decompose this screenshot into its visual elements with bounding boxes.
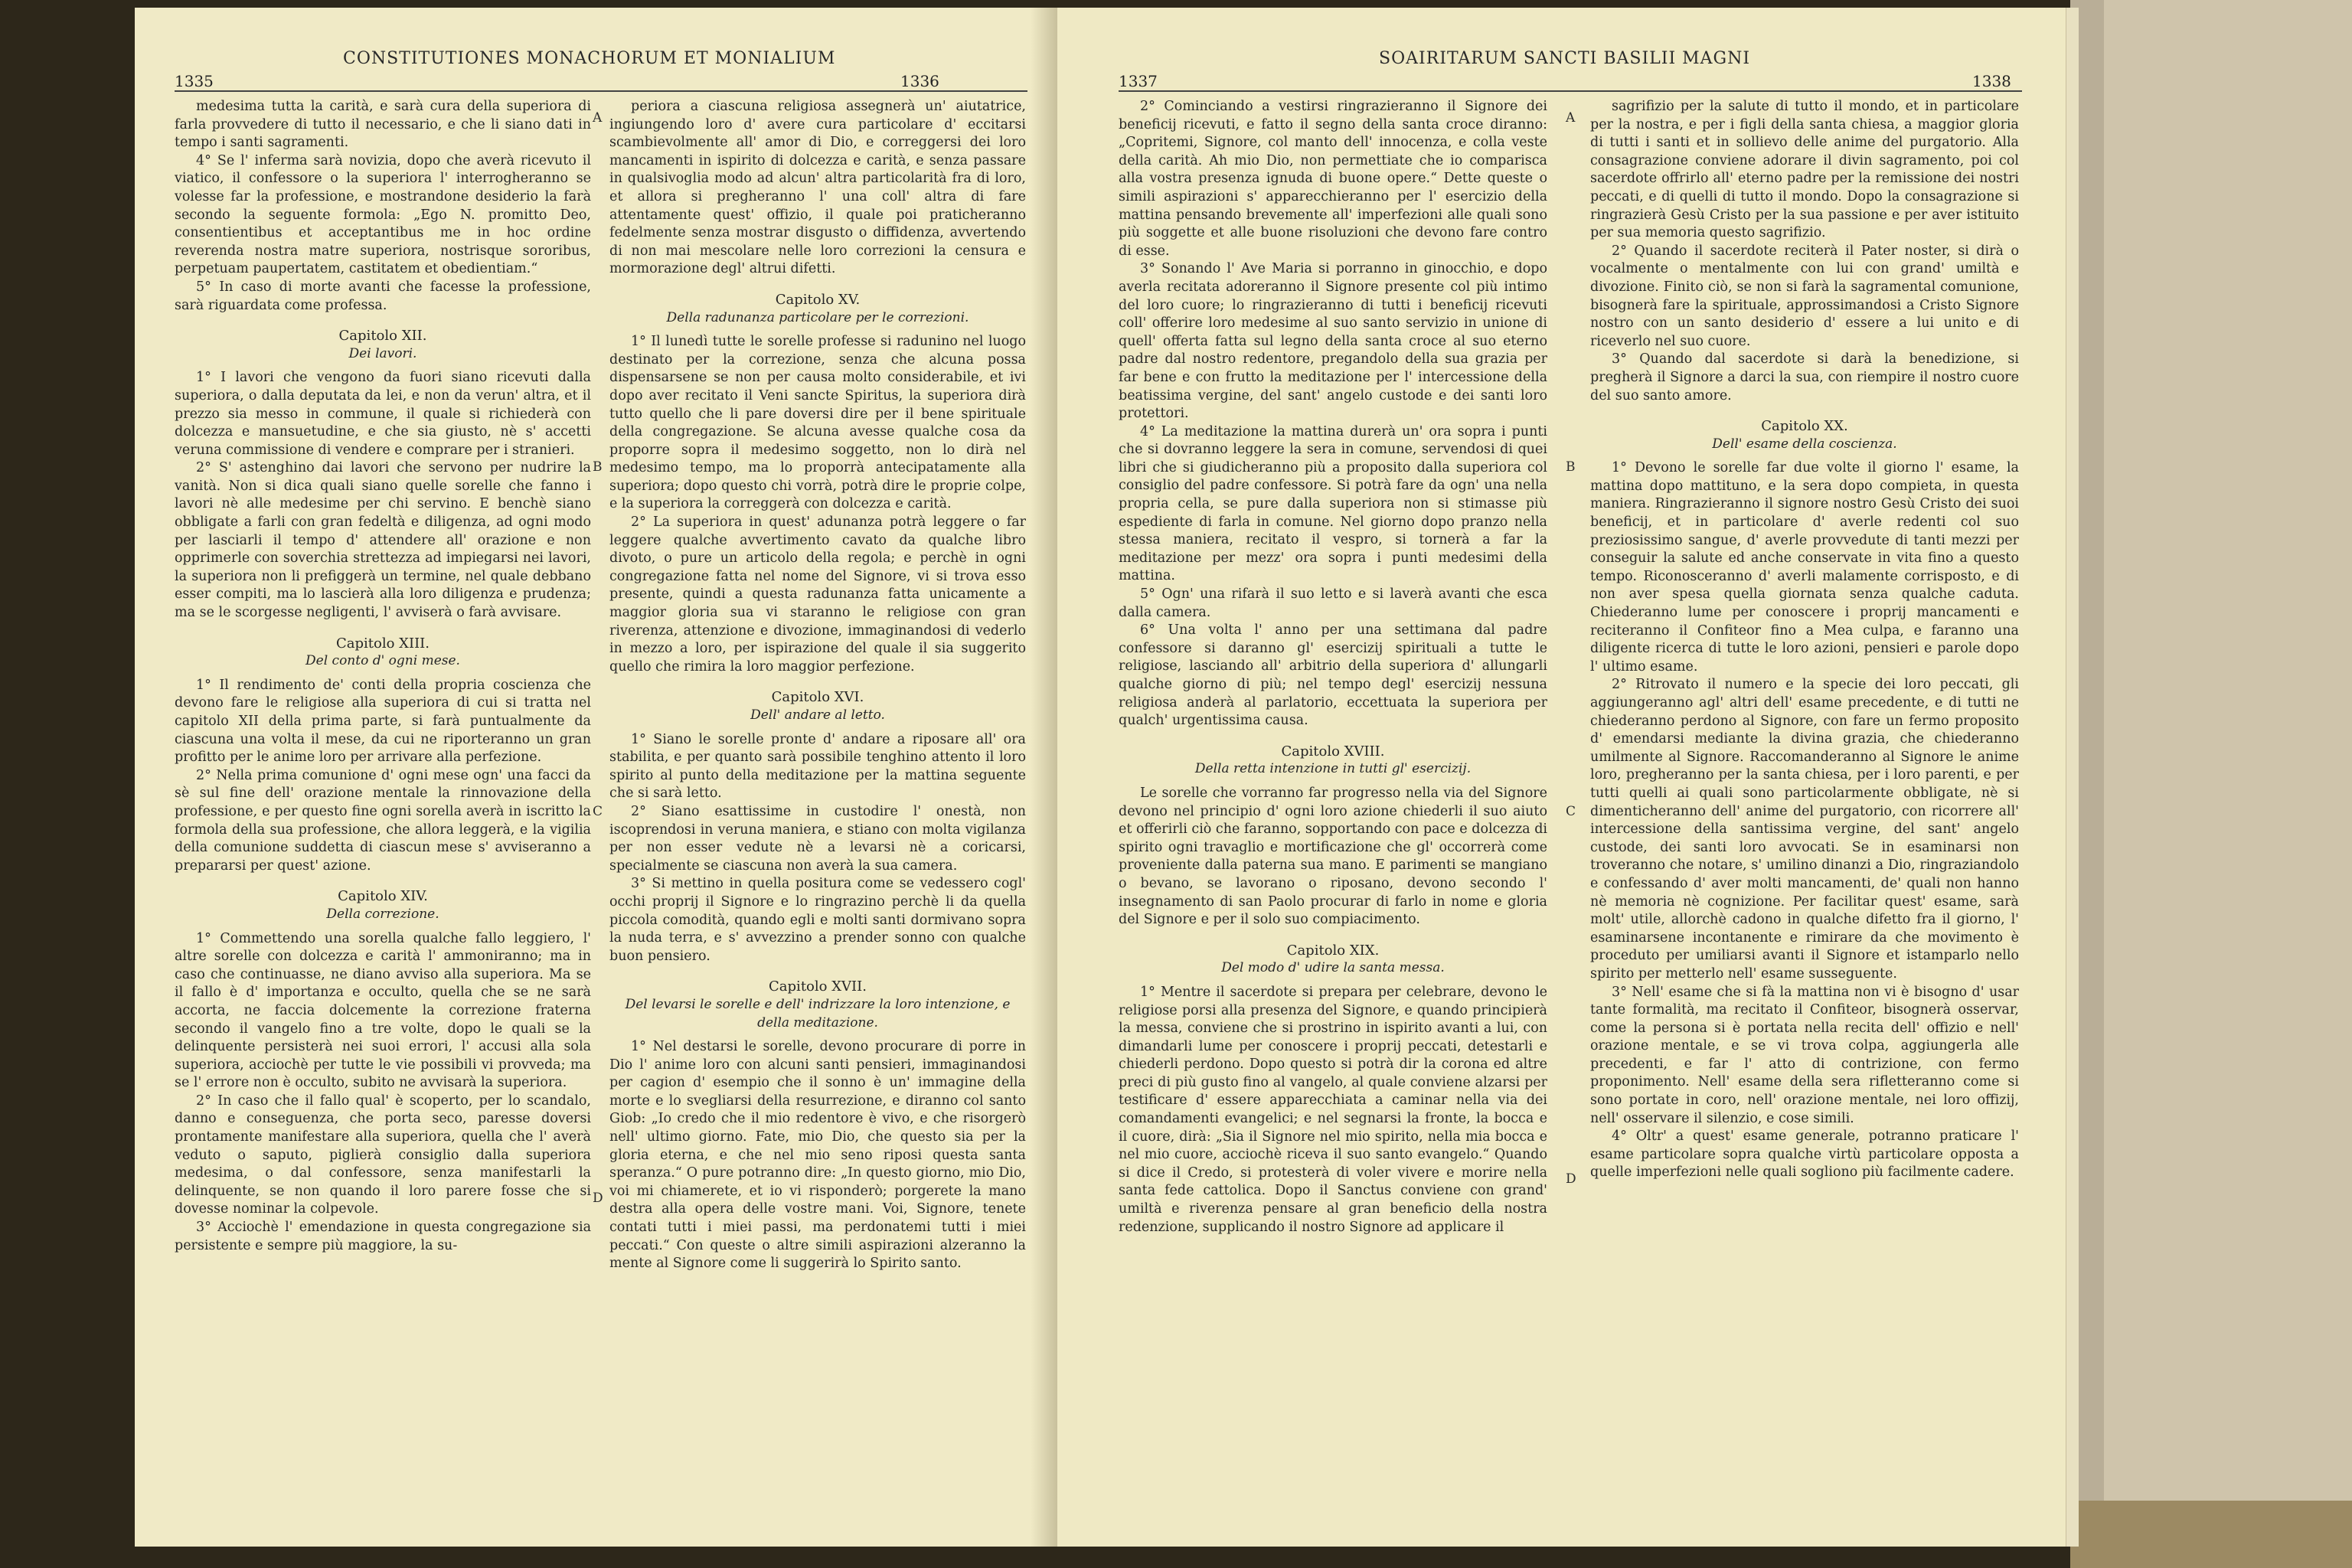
paragraph: 1° I lavori che vengono da fuori siano ricevuti dalla superiora, o dalla deputata da lei, e non da verun' altra, et il prezzo sia messo in commune, il quale si richiederà con dolcezza e mansuetudine, e che sia giusto, nè s' accetti veruna commissione di vendere e comprare per i stranieri. [175,370,591,458]
margin-marker: A [1566,110,1576,126]
paragraph: 2° Quando il sacerdote reciterà il Pater noster, si dirà o vocalmente o mentalmente con lui con grand' umiltà e divozione. Finito ciò, se non si farà la sagramental comunione, bisognerà fare la spirituale, approssimandosi a Cristo Signore nostro con un santo desiderio d' essere a lui unito e di riceverlo nel suo cuore. [1590,243,2019,349]
column-2 [609,98,1026,1273]
paragraph: medesima tutta la carità, e sarà cura della superiora di farla provvedere di tutto il necessario, e che li siano dati in tempo i santi sagramenti. [175,99,591,151]
paragraph: 1° Nel destarsi le sorelle, devono procurare di porre in Dio l' anime loro con alcuni santi pensieri, immaginandosi per cagion d' esempio che il sonno è un' immagine della morte e lo svegliarsi della resurrezione, e diranno col santo Giob: „Io credo che il mio redentore è vivo, e che risorgerò nell' ultimo giorno. Fate, mio Dio, che questo sia per la gloria eterna, e che nel mio seno riposi questa santa speranza.“ O pure potranno dire: „In questo giorno, mio Dio, voi mi chiamerete, et io vi risponderò; porgerete la mano destra alla opera delle vostre mani. Voi, Signore, tenete contati tutti i miei passi, ma perdonatemi tutti i miei peccati.“ Con queste o altre simili aspirazioni alzeranno la mente al Signore come li suggerirà lo Spirito santo. [609,1039,1026,1272]
paragraph: 6° Una volta l' anno per una settimana dal padre confessore si daranno gl' esercizij spirituali a tutte le religiose, lasciando all' arbitrio della superiora d' allungarli qualche giorno di più; nel tempo degl' esercizij nessuna religiosa anderà al parlatorio, eccettuata la superiora per qualch' urgentissima causa. [1119,622,1547,729]
paragraph: 3° Sonando l' Ave Maria si porranno in ginocchio, e dopo averla recitata adoreranno il Signore presente col più intimo del loro cuore; lo ringrazieranno di tutti i beneficij ricevuti coll' offerire loro medesime al suo santo servizio in unione di quell' offerta fatta sul legno della santa croce al suo eterno padre dal nostro redentore, pregandolo della sua grazia per far bene e con frutto la meditazione per l' intercessione della beatissima vergine, del sant' angelo custode e dei santi loro protettori. [1119,261,1547,422]
paragraph: 4° La meditazione la mattina durerà un' ora sopra i punti che si dovranno leggere la sera in comune, servendosi di quei libri che si giudicheranno più a proposito dalla superiora col consiglio del padre confessore. Si potrà fare da ogn' una nella propria cella, se pure dalla superiora non si stimasse più espediente di farla in comune. Nel giorno dopo pranzo nella stessa maniera, recitato il vespro, si tornerà a far la meditazione per mezz' ora sopra i punti medesimi della mattina. [1119,423,1547,584]
page-number-left: 1337 [1119,72,1158,90]
right-page [1057,8,2068,1547]
paragraph: 3° Nell' esame che si fà la mattina non vi è bisogno d' usar tante formalità, ma recitato il Confiteor, bisognerà osservar, come la persona si è portata nella recita dell' offizio e nell' orazione mentale, e se vi trova colpa, aggiungerla alle precedenti, e far l' atto di contrizione, con fermo proponimento. Nell' esame della sera rifletteranno come si sono portate in coro, nell' orazione mentale, nei loro offizij, nell' osservare il silenzio, e cose simili. [1590,984,2019,1126]
column-4 [1590,98,2019,1182]
paragraph: 1° Il lunedì tutte le sorelle professe si radunino nel luogo destinato per la correzione, senza che alcuna possa dispensarsene se non per causa molto considerabile, et ivi dopo aver recitato il Veni sancte Spiritus, la superiora dirà tutto quello che li pare doversi dire per il bene spirituale della congregazione. Se alcuna avesse qualche cosa da proporre sopra il medesimo soggetto, non lo dirà nel medesimo tempo, ma lo proporrà antecipatamente alla superiora; dopo questo chi vorrà, potrà dire le proprie colpe, e la superiora la correggerà con dolcezza e carità. [609,334,1026,512]
running-header-right: SOAIRITARUM SANCTI BASILII MAGNI [1379,49,1751,68]
chapter-heading: Capitolo XII. [338,328,427,345]
paragraph: 1° Mentre il sacerdote si prepara per celebrare, devono le religiose porsi alla presenza del Signore, e quando principierà la messa, conviene che si prostrino in ispirito avanti a lui, con dimandarli lume per conoscere i proprij peccati, detestarli e chiederli perdono. Dopo questo si potrà dir la corona ed altre preci di più gusto fino al vangelo, al quale conviene alzarsi per testificare d' essere apparecchiata a caminar nella via dei comandamenti evangelici; e nel segnarsi la fronte, la bocca e il cuore, dirà: „Sia il Signore nel mio spirito, nella mia bocca e nel mio cuore, acciochè riceva il suo santo evangelo.“ Quando si dice il Credo, si protesterà di voler vivere e morire nella santa fede cattolica. Dopo il Sanctus conviene con grand' umiltà e riverenza pensare al gran beneficio della nostra redenzione, supplicando il nostro Signore ad applicare il [1119,984,1547,1235]
chapter-heading: Capitolo XV. [775,291,861,308]
paragraph: 1° Il rendimento de' conti della propria coscienza che devono fare le religiose alla superiora di cui si tratta nel capitolo XII della prima parte, si farà puntualmente da ciascuna una volta il mese, da cui ne riporteranno un gran profitto per le anime loro per arrivare alla perfezione. [175,677,591,766]
column-3 [1119,98,1547,1236]
margin-marker: B [593,459,603,475]
chapter-subtitle: Della radunanza particolare per le correzioni. [666,309,969,325]
margin-marker: B [1566,459,1576,475]
paragraph: 2° La superiora in quest' adunanza potrà leggere o far leggere qualche avvertimento cavato da qualche libro divoto, o pure un articolo della regola; e perchè in ogni congregazione fatta nel nome del Signore, vi si trova esso presente, quindi a questa radunanza fatta unicamente a maggior gloria sua vi staranno le religiose con gran riverenza, attenzione e divozione, immaginandosi di vederlo in mezzo a loro, per ispirazione del quale il sia suggerito quello che rimira la loro maggior perfezione. [609,514,1026,675]
margin-marker: C [593,804,603,819]
page-number-right: 1338 [1972,72,2011,90]
chapter-heading: Capitolo XVIII. [1281,743,1385,760]
chapter-subtitle: Del conto d' ogni mese. [305,653,460,669]
paragraph: 2° Siano esattissime in custodire l' onestà, non iscoprendosi in veruna maniera, e stiano con molta vigilanza per non esser vedute nè a levarsi nè a coricarsi, specialmente se ciascuna non averà la sua camera. [609,803,1026,874]
header-rule [1119,90,2022,92]
chapter-heading: Capitolo XIII. [335,635,430,652]
chapter-heading: Capitolo XVI. [771,689,864,706]
paragraph: 2° S' astenghino dai lavori che servono per nudrire la vanità. Non si dica quali siano quelle sorelle che fanno i lavori nè alle medesime per chi servino. E benchè siano obbligate a farli con gran fedeltà e diligenza, ad ogni modo per lasciarli il tempo d' attendere all' orazione e non opprimerle con soverchia strettezza ad impiegarsi nei lavori, la superiora non li prefiggerà un termine, nel quale debbano esser compiti, ma lo lascierà alla loro diligenza e prudenza; ma se le scorgesse negligenti, l' avviserà o farà avvisare. [175,460,591,621]
page-number-left: 1335 [175,72,214,90]
header-rule [175,90,1027,92]
margin-marker: C [1566,804,1576,819]
paragraph: 2° Nella prima comunione d' ogni mese ogn' una facci da sè sul fine dell' orazione mentale la rinnovazione della professione, e per questo fine ogni sorella averà in iscritto la formola della sua professione, che allora leggerà, e la vigilia della comunione suddetta di ciascun mese s' avviseranno a prepararsi per quest' azione. [175,767,591,874]
paragraph: 4° Se l' inferma sarà novizia, dopo che averà ricevuto il viatico, il confessore o la superiora l' interrogheranno se volesse far la professione, e mostrandone desiderio la farà secondo la seguente formola: „Ego N. promitto Deo, consentientibus et acceptantibus me in hoc ordine reverenda nostra matre superiora, nostrisque sororibus, perpetuam paupertatem, castitatem et obedientiam.“ [175,152,591,277]
cardboard-backing [2104,0,2352,1568]
chapter-subtitle: Del levarsi le sorelle e dell' indrizzare la loro intenzione, e della meditazione. [625,996,1011,1031]
left-page [135,8,1057,1547]
chapter-subtitle: Della correzione. [326,906,439,922]
paragraph: 1° Devono le sorelle far due volte il giorno l' esame, la mattina dopo mattituno, e la sera dopo compieta, in questa maniera. Ringrazieranno il signore nostro Gesù Cristo dei suoi beneficij, et in particolare d' averle redenti col suo preziosissimo sangue, d' averle provvedute di tanti mezzi per conseguir la salute ed anche conservate in vita fino a questo tempo. Riconosceranno d' averli malamente corrisposto, e di non aver spesa quella giornata senza qualche caduta. Chiederanno lume per conoscere i proprij mancamenti e reciteranno il Confiteor fino a Mea culpa, e faranno una diligente ricerca di tutte le loro azioni, pensieri e parole dopo l' ultimo esame. [1590,460,2019,675]
chapter-heading: Capitolo XIV. [338,888,428,905]
page-number-right: 1336 [900,72,939,90]
paragraph: 4° Oltr' a quest' esame generale, potranno praticare l' esame particolare sopra qualche virtù particolare opposta a quelle imperfezioni nelle quali sogliono più facilmente cadere. [1590,1129,2019,1181]
chapter-heading: Capitolo XIX. [1286,942,1380,959]
page-edge [2066,8,2079,1547]
paragraph: 3° Acciochè l' emendazione in questa congregazione sia persistente e sempre più maggiore, la su- [175,1220,591,1253]
margin-marker: D [1566,1171,1576,1187]
running-header-left: CONSTITUTIONES MONACHORUM ET MONIALIUM [343,49,836,68]
paragraph: 2° Cominciando a vestirsi ringrazieranno il Signore dei beneficij ricevuti, e fatto il segno della santa croce diranno: „Copritemi, Signore, col manto dell' innocenza, e colla veste della carità. Ah mio Dio, non permettiate che io comparisca alla vostra presenza ignuda di buone opere.“ Dette queste o simili aspirazioni s' apparecchieranno per l' esercizio della mattina pensando brevemente all' imperfezioni alle quali sono più soggette et alle buone risoluzioni che devono fare contro di esse. [1119,99,1547,259]
chapter-subtitle: Dell' esame della coscienza. [1712,436,1897,452]
chapter-heading: Capitolo XX. [1761,418,1848,435]
chapter-subtitle: Del modo d' udire la santa messa. [1221,960,1445,976]
margin-marker: D [593,1191,603,1206]
chapter-heading: Capitolo XVII. [769,978,867,995]
paragraph: 2° In caso che il fallo qual' è scoperto, per lo scandalo, danno e conseguenza, che porta seco, paresse doversi prontamente manifestare alla superiora, quella che l' averà veduto o saputo, piglierà consiglio dalla superiora medesima, o dal confessore, senza manifestarli la delinquente, se non quando il loro parere fosse che si dovesse nominar la colpevole. [175,1093,591,1217]
column-1 [175,98,591,1255]
paragraph: 3° Si mettino in quella positura come se vedessero cogl' occhi proprij il Signore e lo ringrazino perchè li da quella piccola comodità, quando egli e molti santi dormivano sopra la nuda terra, e s' avvezzino a prender sonno con qualche buon pensiero. [609,876,1026,964]
paragraph: 5° Ogn' una rifarà il suo letto e si laverà avanti che esca dalla camera. [1119,586,1547,620]
chapter-subtitle: Della retta intenzione in tutti gl' esercizij. [1194,761,1472,777]
margin-marker: A [593,110,603,126]
paragraph: 3° Quando dal sacerdote si darà la benedizione, si pregherà il Signore a darci la sua, con riempire il nostro cuore del suo santo amore. [1590,351,2019,403]
chapter-subtitle: Dei lavori. [348,345,417,361]
paragraph: 1° Commettendo una sorella qualche fallo leggiero, l' altre sorelle con dolcezza e carità l' ammoniranno; ma in caso che continuasse, ne diano avviso alla superiora. Ma se il fallo è d' importanza e occulto, quella che se ne sarà accorta, ne faccia dolcemente la correzione fraterna secondo il vangelo fino a tre volte, dopo le quali se la delinquente persisterà nei suoi errori, l' accusi alla sola superiora, acciochè per tutte le vie possibili vi provveda; ma se l' errore non è occulto, subito ne avvisarà la superiora. [175,930,591,1091]
board-edge [2070,1501,2352,1568]
paragraph: 2° Ritrovato il numero e la specie dei loro peccati, gli aggiungeranno agl' altri dell' esame precedente, e di tutti ne chiederanno perdono al Signore, con fare un fermo proposito d' emendarsi mediante la divina grazia, che chiederanno umilmente al Signore. Raccomanderanno al Signore le anime loro, pregheranno per la santa chiesa, per i loro parenti, e per tutti quelli ai quali sono particolarmente obbligate, nè si dimenticheranno dell' anime del purgatorio, con ricorrere all' intercessione della santissima vergine, del sant' angelo custode, dei santi loro avvocati. Se in esaminarsi non troveranno che notare, s' umilino dinanzi a Dio, ringraziandolo e confessando d' aver molti mancamenti, de' quali non hanno nè memoria nè cognizione. Per facilitar quest' esame, sarà molt' utile, allorchè cadono in qualche difetto fra il giorno, l' esaminarsene incontanente e rimirare da che movimento è proceduto per umiliarsi avanti il Signore et istamparlo nello spirito per metterlo nell' esame susseguente. [1590,677,2019,982]
paragraph: sagrifizio per la salute di tutto il mondo, et in particolare per la nostra, e per i figli della santa chiesa, a maggior gloria di tutti i santi et in sollievo delle anime del purgatorio. Alla consagrazione conviene adorare il divin sagramento, poi col sacerdote offrirlo all' eterno padre per la remissione dei nostri peccati, e di quelli di tutto il mondo. Dopo la consagrazione si ringrazierà Gesù Cristo per la sua passione e per aver istituito per sua memoria questo sagrifizio. [1590,99,2019,241]
paragraph: Le sorelle che vorranno far progresso nella via del Signore devono nel principio d' ogni loro azione chiederli il suo aiuto et offerirli ciò che faranno, sopportando con pace e dolcezza di spirito ogni travaglio e mortificazione che gl' occorrerà come proveniente dalla paterna sua mano. E parimenti se mangiano o bevano, se lavorano o riposano, devono secondo l' insegnamento di san Paolo procurar di farlo in nome e gloria del Signore e per il solo suo compiacimento. [1119,785,1547,928]
chapter-subtitle: Dell' andare al letto. [750,707,885,723]
paragraph: periora a ciascuna religiosa assegnerà un' aiutatrice, ingiungendo loro d' avere cura particolare d' eccitarsi scambievolmente all' amor di Dio, e correggersi dei loro mancamenti in ispirito di dolcezza e carità, e senza passare in qualsivoglia modo ad alcun' altra particolarità fra di loro, et allora si pregheranno l' una coll' altra di fare attentamente quest' offizio, il quale poi praticheranno fedelmente senza mostrar disgusto o diffidenza, avvertendo di non mai mescolare nelle loro correzioni la censura e mormorazione degl' altrui difetti. [609,99,1026,277]
paragraph: 1° Siano le sorelle pronte d' andare a riposare all' ora stabilita, e per quanto sarà possibile tenghino attento il loro spirito al punto della meditazione per la mattina seguente che si sarà letto. [609,731,1026,802]
paragraph: 5° In caso di morte avanti che facesse la professione, sarà riguardata come professa. [175,279,591,313]
